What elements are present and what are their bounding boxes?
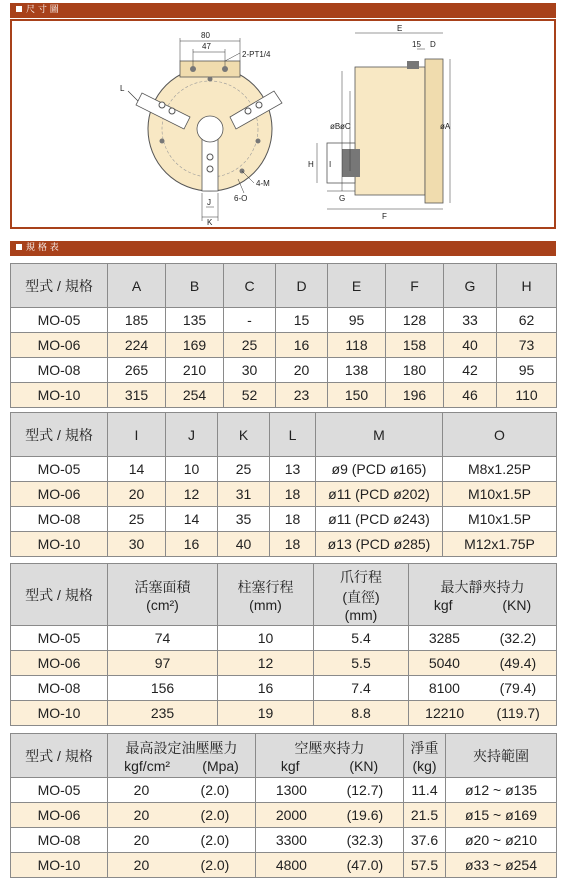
table-cell: 10: [166, 457, 218, 482]
table-cell: [409, 626, 557, 651]
table-row: [11, 701, 557, 726]
table-cell: [256, 778, 404, 803]
table-cell: 52: [224, 383, 276, 408]
table-cell: 138: [328, 358, 386, 383]
dim-label-4m: 4-M: [256, 179, 270, 188]
header-cell: K: [218, 413, 270, 457]
cell-mpa: (2.0): [200, 832, 230, 848]
header-unit: (mm): [249, 596, 282, 613]
table-cell: 180: [386, 358, 444, 383]
header-label: 淨重: [410, 739, 439, 756]
dim-label-47: 47: [202, 42, 211, 51]
table-cell: 135: [166, 308, 224, 333]
table-cell: 196: [386, 383, 444, 408]
header-unit: kgf: [280, 757, 300, 774]
cell-kgf: 1300: [275, 782, 307, 798]
table-cell: ø11 (PCD ø243): [316, 507, 443, 532]
table-cell: 21.5: [404, 803, 446, 828]
table-cell: 14: [166, 507, 218, 532]
header-label: 型式 / 規格: [25, 747, 93, 764]
header-cell: H: [497, 264, 557, 308]
header-cell-pressure: [108, 734, 256, 778]
table-cell: 12: [166, 482, 218, 507]
table-cell: 12: [218, 651, 314, 676]
cell-kn: (79.4): [499, 680, 537, 696]
header-cell-model: [11, 564, 108, 626]
table-cell: 35: [218, 507, 270, 532]
table-cell: 10: [218, 626, 314, 651]
header-sub: (直徑): [342, 588, 380, 605]
header-label: 夾持範圍: [473, 747, 529, 764]
section-title: 規 格 表: [26, 243, 59, 253]
table-cell: MO-10: [11, 853, 108, 878]
table-cell: 169: [166, 333, 224, 358]
table-cell: MO-08: [11, 676, 108, 701]
table-row: [11, 358, 557, 383]
side-view: [308, 24, 451, 221]
table-row: [11, 308, 557, 333]
header-label: 最高設定油壓壓力: [125, 739, 238, 756]
cell-kgf: 5040: [428, 655, 460, 671]
table-cell: 25: [108, 507, 166, 532]
header-cell: J: [166, 413, 218, 457]
section-title: 尺 寸 圖: [26, 5, 59, 15]
table-cell: 30: [224, 358, 276, 383]
table-cell: 74: [108, 626, 218, 651]
table-cell: 97: [108, 651, 218, 676]
table-cell: 18: [270, 482, 316, 507]
table-cell: ø9 (PCD ø165): [316, 457, 443, 482]
header-cell: M: [316, 413, 443, 457]
table-cell: 23: [276, 383, 328, 408]
table-cell: 150: [328, 383, 386, 408]
dim-label-80: 80: [201, 31, 210, 40]
table-cell: M10x1.5P: [443, 507, 557, 532]
dimension-drawing: [12, 21, 554, 227]
table-cell: 210: [166, 358, 224, 383]
dim-label-k: K: [207, 218, 213, 227]
header-label: 空壓夾持力: [294, 739, 365, 756]
dim-label-h: H: [308, 160, 314, 169]
table-cell: 37.6: [404, 828, 446, 853]
header-cell-weight: [404, 734, 446, 778]
table-cell: 18: [270, 507, 316, 532]
dim-label-f: F: [382, 212, 387, 221]
cell-kgf: 20: [133, 782, 150, 798]
dim-label-b: øB: [330, 122, 341, 131]
header-unit: kgf/cm²: [124, 757, 171, 774]
table-cell: MO-06: [11, 482, 108, 507]
table-cell: MO-05: [11, 308, 108, 333]
spec-table-3: [10, 563, 557, 726]
dimension-drawing-panel: [10, 19, 556, 229]
header-cell: C: [224, 264, 276, 308]
table-cell: M12x1.75P: [443, 532, 557, 557]
cell-kgf: 3285: [428, 630, 460, 646]
header-label: 型式 / 規格: [25, 586, 93, 603]
header-cell: 型式 / 規格: [11, 264, 108, 308]
table-row: [11, 853, 557, 878]
table-cell: ø15 ~ ø169: [446, 803, 557, 828]
table-cell: 30: [108, 532, 166, 557]
header-unit: (Mpa): [202, 757, 239, 774]
table-cell: 25: [218, 457, 270, 482]
header-cell: 型式 / 規格: [11, 413, 108, 457]
cell-kgf: 3300: [275, 832, 307, 848]
table-cell: MO-05: [11, 457, 108, 482]
table-row: [11, 778, 557, 803]
front-view: [120, 31, 282, 227]
table-cell: MO-10: [11, 532, 108, 557]
table-cell: 16: [276, 333, 328, 358]
header-label: 活塞面積: [134, 578, 191, 595]
table-cell: ø11 (PCD ø202): [316, 482, 443, 507]
dim-label-pt: 2-PT1/4: [242, 50, 271, 59]
table-row: [11, 383, 557, 408]
table-cell: ø12 ~ ø135: [446, 778, 557, 803]
dim-label-g: G: [339, 194, 346, 203]
cell-kn: (49.4): [499, 655, 537, 671]
section-header-spec: [10, 241, 556, 256]
table-cell: M10x1.5P: [443, 482, 557, 507]
table-row: [11, 507, 557, 532]
table-cell: 156: [108, 676, 218, 701]
table-cell: 20: [108, 482, 166, 507]
table-cell: [108, 778, 256, 803]
header-cell-stroke: [218, 564, 314, 626]
dim-label-a: øA: [440, 122, 451, 131]
header-unit: (KN): [349, 757, 379, 774]
table-cell: 19: [218, 701, 314, 726]
dim-label-15: 15: [412, 40, 421, 49]
dim-label-d: D: [430, 40, 436, 49]
table-cell: 185: [108, 308, 166, 333]
table-cell: MO-06: [11, 803, 108, 828]
table-cell: MO-10: [11, 383, 108, 408]
header-cell-force: [409, 564, 557, 626]
table-row: [11, 676, 557, 701]
cell-kgf: 20: [133, 807, 150, 823]
header-unit: (mm): [344, 606, 378, 623]
table-cell: 5.4: [314, 626, 409, 651]
spec-table-1: [10, 263, 557, 408]
header-cell: G: [444, 264, 497, 308]
table-cell: M8x1.25P: [443, 457, 557, 482]
dim-label-6o: 6-O: [234, 194, 248, 203]
header-cell: I: [108, 413, 166, 457]
table-cell: 5.5: [314, 651, 409, 676]
table-row: [11, 457, 557, 482]
table-cell: [108, 803, 256, 828]
table-cell: 25: [224, 333, 276, 358]
header-cell-air-force: [256, 734, 404, 778]
table-header-row: [11, 564, 557, 626]
header-cell-jaw: [314, 564, 409, 626]
table-row: [11, 482, 557, 507]
table-cell: MO-08: [11, 828, 108, 853]
header-cell-model: [11, 734, 108, 778]
table-cell: 15: [276, 308, 328, 333]
table-cell: 128: [386, 308, 444, 333]
cell-kgf: 20: [133, 832, 150, 848]
header-cell-area: [108, 564, 218, 626]
table-row: [11, 803, 557, 828]
table-row: [11, 532, 557, 557]
table-cell: [108, 853, 256, 878]
header-cell: F: [386, 264, 444, 308]
table-cell: -: [224, 308, 276, 333]
table-cell: ø33 ~ ø254: [446, 853, 557, 878]
table-row: [11, 333, 557, 358]
spec-table-4: [10, 733, 557, 878]
table-cell: 40: [444, 333, 497, 358]
header-cell: E: [328, 264, 386, 308]
cell-kgf: 8100: [428, 680, 460, 696]
table-cell: MO-06: [11, 651, 108, 676]
table-cell: MO-05: [11, 626, 108, 651]
table-cell: MO-10: [11, 701, 108, 726]
table-cell: 315: [108, 383, 166, 408]
dim-label-c: øC: [340, 122, 351, 131]
table-cell: 118: [328, 333, 386, 358]
table-cell: [256, 828, 404, 853]
table-cell: 16: [218, 676, 314, 701]
header-cell: O: [443, 413, 557, 457]
table-cell: 33: [444, 308, 497, 333]
dim-label-i: I: [329, 160, 332, 169]
table-cell: 224: [108, 333, 166, 358]
cell-kn: (119.7): [496, 705, 540, 721]
table-cell: [256, 803, 404, 828]
cell-kgf: 4800: [275, 857, 307, 873]
table-cell: 18: [270, 532, 316, 557]
table-cell: 20: [276, 358, 328, 383]
cell-kgf: 20: [133, 857, 150, 873]
spec-table-2: [10, 412, 557, 557]
table-cell: 158: [386, 333, 444, 358]
table-cell: 13: [270, 457, 316, 482]
table-row: [11, 651, 557, 676]
cell-mpa: (2.0): [200, 857, 230, 873]
table-cell: 110: [497, 383, 557, 408]
table-cell: 95: [497, 358, 557, 383]
cell-kgf: 2000: [275, 807, 307, 823]
cell-kn: (47.0): [346, 857, 384, 873]
table-cell: ø13 (PCD ø285): [316, 532, 443, 557]
dim-label-l: L: [120, 84, 125, 93]
table-cell: [108, 828, 256, 853]
header-unit: (cm²): [146, 596, 179, 613]
header-cell: B: [166, 264, 224, 308]
table-cell: 11.4: [404, 778, 446, 803]
table-header-row: [11, 734, 557, 778]
table-cell: 46: [444, 383, 497, 408]
table-header-row: [11, 413, 557, 457]
table-cell: 73: [497, 333, 557, 358]
header-cell-range: [446, 734, 557, 778]
table-cell: 62: [497, 308, 557, 333]
header-label: 爪行程: [340, 568, 382, 585]
table-cell: ø20 ~ ø210: [446, 828, 557, 853]
table-row: [11, 828, 557, 853]
header-label: 柱塞行程: [237, 578, 294, 595]
table-cell: 254: [166, 383, 224, 408]
table-row: [11, 626, 557, 651]
table-cell: 265: [108, 358, 166, 383]
table-cell: 235: [108, 701, 218, 726]
header-cell: A: [108, 264, 166, 308]
table-cell: MO-08: [11, 358, 108, 383]
cell-mpa: (2.0): [200, 807, 230, 823]
table-cell: [409, 651, 557, 676]
table-cell: 16: [166, 532, 218, 557]
table-cell: 42: [444, 358, 497, 383]
dim-label-e: E: [397, 24, 403, 33]
table-cell: MO-08: [11, 507, 108, 532]
header-cell: L: [270, 413, 316, 457]
header-unit: kgf: [433, 596, 453, 613]
table-cell: [256, 853, 404, 878]
cell-kn: (12.7): [346, 782, 384, 798]
section-header-dimensions: [10, 3, 556, 18]
cell-kgf: 12210: [425, 705, 465, 721]
table-cell: 40: [218, 532, 270, 557]
table-cell: 57.5: [404, 853, 446, 878]
header-unit: (KN): [502, 596, 532, 613]
cell-kn: (32.3): [346, 832, 384, 848]
cell-mpa: (2.0): [200, 782, 230, 798]
table-cell: [409, 701, 557, 726]
bullet-square-icon: [16, 244, 22, 250]
table-header-row: [11, 264, 557, 308]
table-cell: [409, 676, 557, 701]
table-cell: 95: [328, 308, 386, 333]
table-cell: 31: [218, 482, 270, 507]
header-cell: D: [276, 264, 328, 308]
table-cell: 7.4: [314, 676, 409, 701]
table-cell: MO-05: [11, 778, 108, 803]
header-unit: (kg): [412, 757, 437, 774]
table-cell: 14: [108, 457, 166, 482]
dim-label-j: J: [207, 198, 211, 207]
cell-kn: (32.2): [499, 630, 537, 646]
table-cell: 8.8: [314, 701, 409, 726]
table-cell: MO-06: [11, 333, 108, 358]
bullet-square-icon: [16, 6, 22, 12]
cell-kn: (19.6): [346, 807, 384, 823]
header-label: 最大靜夾持力: [440, 578, 525, 595]
